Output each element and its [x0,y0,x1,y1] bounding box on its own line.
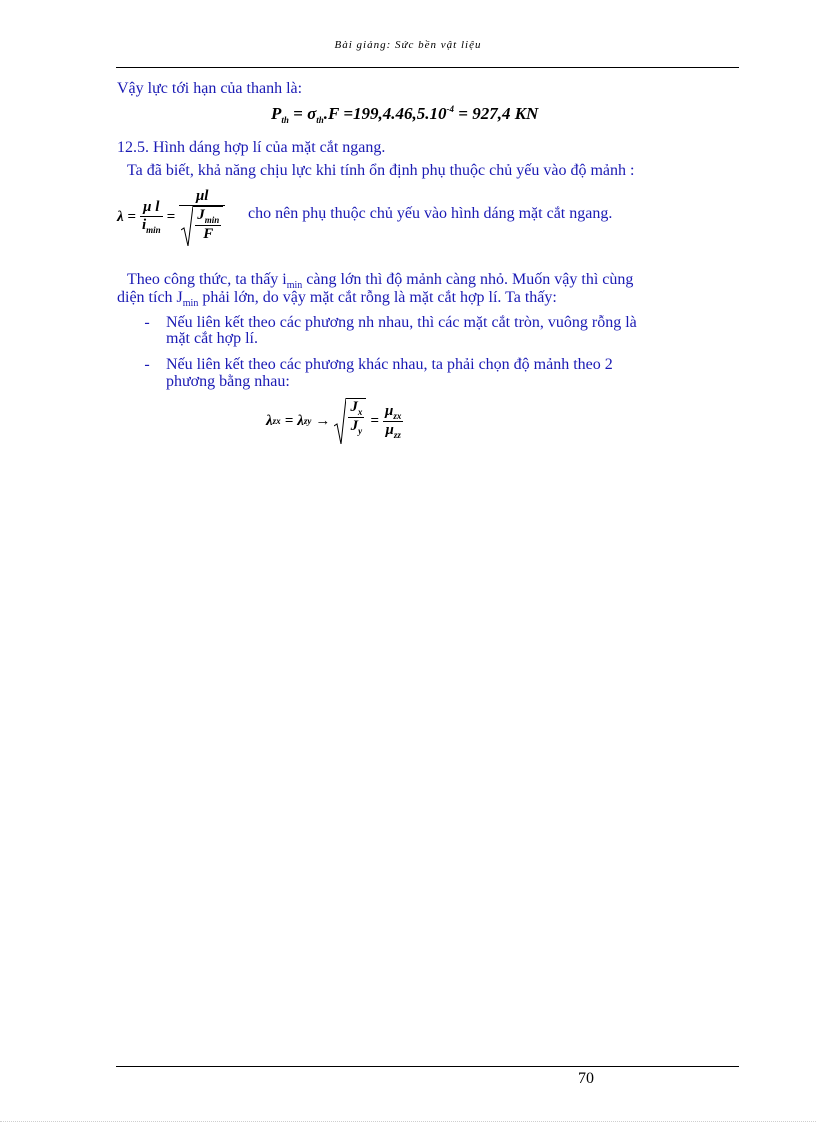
eq2-num1: μ l [140,199,163,217]
eq2-num2: μl [179,188,225,206]
page-header-title: Bài giảng: Sức bền vật liệu [334,39,482,51]
bullet-dash-1: - [144,314,150,331]
bullet-1-line-1: Nếu liên kết theo các phương nh nhau, thì các mặt cắt tròn, vuông rỗng là [166,314,637,331]
equation-equal-slenderness: λ zx = λ zy → $\frac{J_x}{J_y}$ = $\frac{\mu_{zx}}{\mu_{zz}}$ [266,398,403,444]
eq1-sigma-sub: th [316,115,324,125]
header-rule [116,67,739,68]
eq2-den1: $i_{min}$ [141,217,161,235]
paragraph-imin: Theo công thức, ta thấy $i_{min}$ càng lớn thì độ mảnh càng nhỏ. Muốn vậy thì cùng [127,271,634,291]
sqrt-icon [334,398,346,444]
bullet-2-line-1: Nếu liên kết theo các phương khác nhau, ta phải chọn độ mảnh theo 2 [166,356,613,373]
paragraph-critical-force-intro: Vậy lực tới hạn của thanh là: [117,80,303,97]
eq2-lambda: λ = [117,208,136,225]
sqrt-icon [181,206,193,246]
paragraph-stability: Ta đã biết, khả năng chịu lực khi tính ổn định phụ thuộc chủ yếu vào độ mảnh : [127,162,635,179]
paragraph-cross-section-dependence: cho nên phụ thuộc chủ yếu vào hình dáng mặt cắt ngang. [248,205,613,222]
eq3-mu-fraction: $\frac{\mu_{zx}}{\mu_{zz}}$ [384,402,402,440]
eq1-F: .F [323,104,340,123]
eq2-fraction-1 [140,199,163,235]
page-number: 70 [578,1070,594,1087]
eq2-fraction-2 [179,188,225,246]
eq1-exponent: -4 [446,104,455,114]
eq1-P: P [271,104,282,123]
eq1-rhs-b: = 927,4 KN [458,104,539,123]
equation-slenderness [117,188,225,246]
arrow-right-icon: → [315,412,331,429]
eq1-sigma: σ [307,104,317,123]
equation-critical-force [271,104,538,125]
page-bottom-border [0,1121,816,1122]
eq2-sqrt: $\frac{J_{min}}{F}$ [179,206,225,246]
bullet-dash-2: - [144,356,150,373]
eq1-P-sub: th [281,115,289,125]
eq3-sqrt: $\frac{J_x}{J_y}$ [334,398,366,444]
footer-rule [116,1066,739,1067]
bullet-2-line-2: phương bằng nhau: [166,373,290,390]
eq2-equals: = [166,208,176,225]
bullet-1-line-2: mặt cắt hợp lí. [166,330,258,347]
section-heading: 12.5. Hình dáng hợp lí của mặt cắt ngang. [117,139,386,156]
paragraph-jmin: diện tích $J_{min}$ phải lớn, do vậy mặt cắt rỗng là mặt cắt hợp lí. Ta thấy: [117,289,557,309]
eq1-equals: = [293,104,303,123]
eq1-rhs-a: =199,4.46,5.10 [343,104,447,123]
